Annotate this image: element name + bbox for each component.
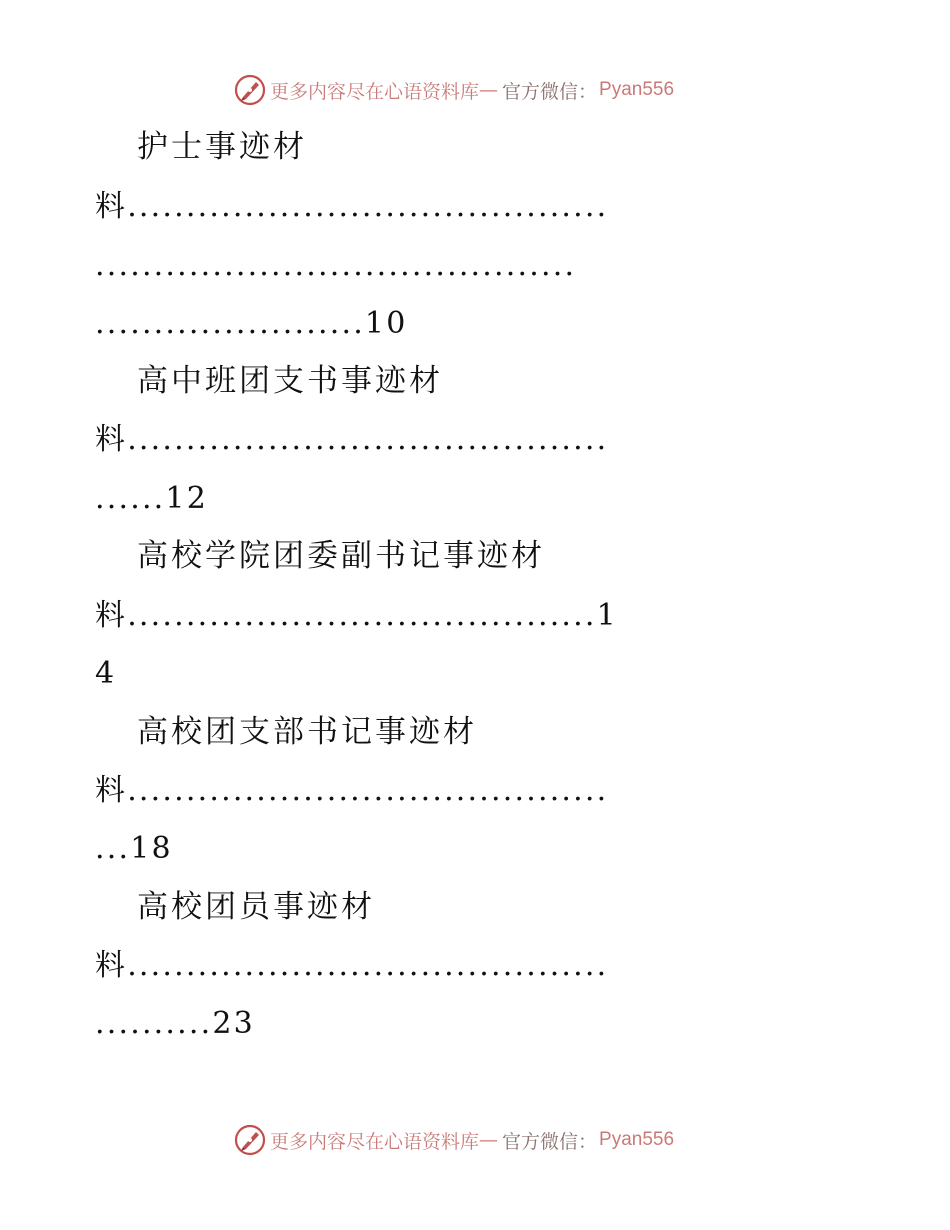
footer-banner-label: 官方微信： xyxy=(502,1130,598,1153)
toc-entry-line: ...18 xyxy=(95,831,173,866)
header-banner-handle: Pyan556 xyxy=(599,79,675,100)
header-banner xyxy=(0,70,950,110)
toc-entry-line: 料......................................... xyxy=(95,422,609,457)
toc-entry-line: .......................10 xyxy=(95,306,408,341)
toc-entry-line: ......12 xyxy=(95,481,208,516)
footer-banner-handle: Pyan556 xyxy=(599,1129,675,1150)
toc-entry-line: 料......................................... xyxy=(95,189,609,224)
footer-banner xyxy=(0,1120,950,1160)
header-banner-content xyxy=(234,74,674,106)
footer-banner-separator: — xyxy=(479,1129,499,1151)
toc-entry-line: 料........................................1 xyxy=(95,598,618,633)
toc-entry-title: 高校学院团委副书记事迹材 xyxy=(137,538,545,574)
toc-entry-line: 料......................................... xyxy=(95,948,609,983)
toc-entry-title: 高校团支部书记事迹材 xyxy=(137,714,477,750)
header-banner-text: 更多内容尽在心语资料库 xyxy=(270,80,480,103)
toc-entry-title: 护士事迹材 xyxy=(137,129,307,165)
footer-banner-content xyxy=(234,1124,674,1156)
toc-entry-line: 料......................................... xyxy=(95,773,609,808)
footer-banner-text: 更多内容尽在心语资料库 xyxy=(270,1130,480,1153)
toc-entry-title: 高中班团支书事迹材 xyxy=(137,363,443,399)
toc-entry-line: ......................................... xyxy=(95,248,577,283)
header-banner-label: 官方微信： xyxy=(502,80,598,103)
toc-entry-line: ..........23 xyxy=(95,1006,255,1041)
toc-entry-title: 高校团员事迹材 xyxy=(137,889,375,925)
quill-logo-icon xyxy=(234,74,266,106)
toc-entry-line: 4 xyxy=(95,656,117,691)
header-banner-separator: — xyxy=(479,79,499,101)
quill-logo-icon xyxy=(234,1124,266,1156)
